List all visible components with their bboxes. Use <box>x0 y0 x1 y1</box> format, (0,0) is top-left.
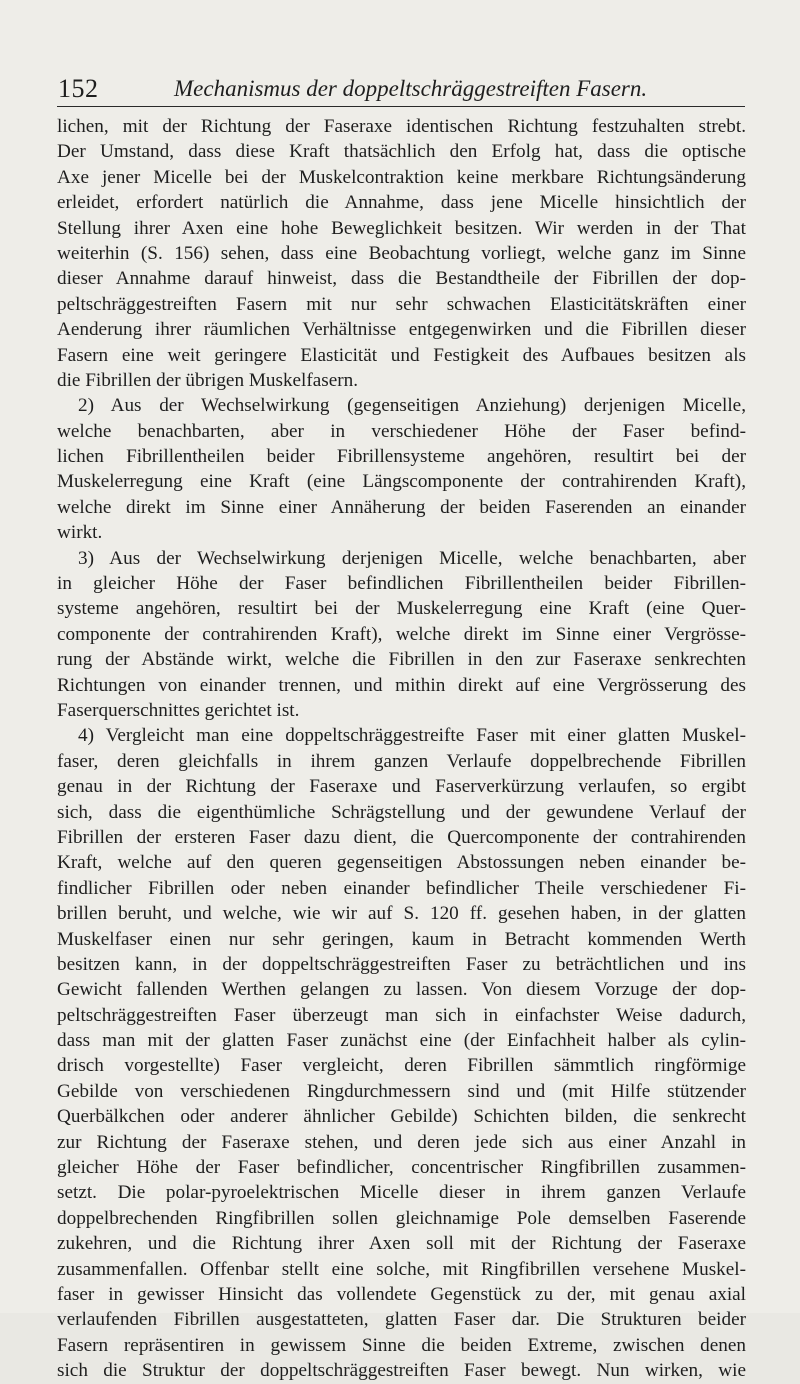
text-line: Axe jener Micelle bei der Muskelcontraktion keine merkbare Richtungsänderung <box>57 166 746 188</box>
text-line: lichen Fibrillentheilen beider Fibrillensysteme angehören, resultirt bei der <box>57 446 746 468</box>
text-line: die Fibrillen der übrigen Muskelfasern. <box>57 369 359 391</box>
text-line: gleicher Höhe der Faser befindlicher, concentrischer Ringfibrillen zusammen- <box>57 1157 746 1179</box>
text-line: Fibrillen der ersteren Faser dazu dient, die Quercomponente der contrahirenden <box>57 826 746 848</box>
text-line: findlicher Fibrillen oder neben einander befindlicher Theile verschiedener Fi- <box>57 877 746 899</box>
text-line: setzt. Die polar-pyroelektrischen Micelle dieser in ihrem ganzen Verlaufe <box>57 1182 746 1204</box>
text-line: dass man mit der glatten Faser zunächst eine (der Einfachheit halber als cylin- <box>57 1030 746 1052</box>
text-line: in gleicher Höhe der Faser befindlichen Fibrillentheilen beider Fibrillen- <box>57 573 746 595</box>
text-line: doppelbrechenden Ringfibrillen sollen gleichnamige Pole demselben Faserende <box>57 1207 746 1229</box>
text-line: sich die Struktur der doppeltschräggestreiften Faser bewegt. Nun wirken, wie <box>57 1360 746 1382</box>
text-line: welche benachbarten, aber in verschiedener Höhe der Faser befind- <box>57 420 746 442</box>
text-line: Der Umstand, dass diese Kraft thatsächlich den Erfolg hat, dass die optische <box>57 141 746 163</box>
text-line: faser, deren gleichfalls in ihrem ganzen Verlaufe doppelbrechende Fibrillen <box>57 750 746 772</box>
text-line: Muskelerregung eine Kraft (eine Längscomponente der contrahirenden Kraft), <box>57 471 746 493</box>
text-line: faser in gewisser Hinsicht das vollendete Gegenstück zu der, mit genau axial <box>57 1283 746 1305</box>
text-line: 4) Vergleicht man eine doppeltschräggestreifte Faser mit einer glatten Muskel- <box>78 725 746 747</box>
page-number: 152 <box>58 74 99 103</box>
text-line: Kraft, welche auf den queren gegenseitigen Abstossungen neben einander be- <box>57 852 746 874</box>
text-line: brillen beruht, und welche, wie wir auf S. 120 ff. gesehen haben, in der glatten <box>57 903 746 925</box>
text-line: genau in der Richtung der Faseraxe und Faserverkürzung verlaufen, so ergibt <box>57 776 746 798</box>
text-line: Richtungen von einander trennen, und mithin direkt auf eine Vergrösserung des <box>57 674 746 696</box>
text-line: 2) Aus der Wechselwirkung (gegenseitigen Anziehung) derjenigen Micelle, <box>78 395 746 417</box>
text-line: Fasern repräsentiren in gewissem Sinne die beiden Extreme, zwischen denen <box>57 1334 746 1356</box>
text-line: systeme angehören, resultirt bei der Muskelerregung eine Kraft (eine Quer- <box>57 598 746 620</box>
text-line: Gewicht fallenden Werthen gelangen zu lassen. Von diesem Vorzuge der dop- <box>57 979 746 1001</box>
text-line: lichen, mit der Richtung der Faseraxe identischen Richtung festzuhalten strebt. <box>57 116 746 137</box>
body-text <box>57 114 746 1384</box>
text-line: zusammenfallen. Offenbar stellt eine solche, mit Ringfibrillen versehene Muskel- <box>57 1258 746 1280</box>
text-line: sich, dass die eigenthümliche Schrägstellung und der gewundene Verlauf der <box>57 801 746 823</box>
page-header <box>58 72 744 106</box>
text-line: drisch vorgestellte) Faser vergleicht, deren Fibrillen sämmtlich ringförmige <box>57 1055 746 1077</box>
text-line: welche direkt im Sinne einer Annäherung der beiden Faserenden an einander <box>57 496 746 518</box>
text-line: wirkt. <box>57 522 103 544</box>
text-line: zur Richtung der Faseraxe stehen, und deren jede sich aus einer Anzahl in <box>57 1131 746 1153</box>
text-line: Fasern eine weit geringere Elasticität und Festigkeit des Aufbaues besitzen als <box>57 344 746 366</box>
text-line: Muskelfaser einen nur sehr geringen, kaum in Betracht kommenden Werth <box>57 928 746 950</box>
text-line: dieser Annahme darauf hinweist, dass die Bestandtheile der Fibrillen der dop- <box>57 268 746 290</box>
running-title: Mechanismus der doppeltschräggestreiften Fasern. <box>174 76 648 101</box>
text-line: rung der Abstände wirkt, welche die Fibrillen in den zur Faseraxe senkrechten <box>57 649 746 671</box>
text-line: besitzen kann, in der doppeltschräggestreiften Faser zu beträchtlichen und ins <box>57 953 746 975</box>
text-line: verlaufenden Fibrillen ausgestatteten, glatten Faser dar. Die Strukturen beider <box>57 1309 746 1331</box>
text-line: zukehren, und die Richtung ihrer Axen soll mit der Richtung der Faseraxe <box>57 1233 746 1255</box>
text-line: Gebilde von verschiedenen Ringdurchmessern sind und (mit Hilfe stützender <box>57 1080 746 1102</box>
text-line: peltschräggestreiften Fasern mit nur sehr schwachen Elasticitätskräften einer <box>57 293 746 315</box>
text-line: Stellung ihrer Axen eine hohe Beweglichkeit besitzen. Wir werden in der That <box>57 217 746 239</box>
text-line: peltschräggestreiften Faser überzeugt man sich in einfachster Weise dadurch, <box>57 1004 746 1026</box>
text-line: Querbälkchen oder anderer ähnlicher Gebilde) Schichten bilden, die senkrecht <box>57 1106 746 1128</box>
text-line: erleidet, erfordert natürlich die Annahme, dass jene Micelle hinsichtlich der <box>57 192 746 214</box>
text-line: Faserquerschnittes gerichtet ist. <box>57 699 300 721</box>
text-line: Aenderung ihrer räumlichen Verhältnisse entgegenwirken und die Fibrillen dieser <box>57 319 746 341</box>
text-line: 3) Aus der Wechselwirkung derjenigen Micelle, welche benachbarten, aber <box>78 547 746 569</box>
header-rule <box>57 106 745 107</box>
text-line: componente der contrahirenden Kraft), welche direkt im Sinne einer Vergrösse- <box>57 623 746 645</box>
text-line: weiterhin (S. 156) sehen, dass eine Beobachtung vorliegt, welche ganz im Sinne <box>57 242 746 264</box>
